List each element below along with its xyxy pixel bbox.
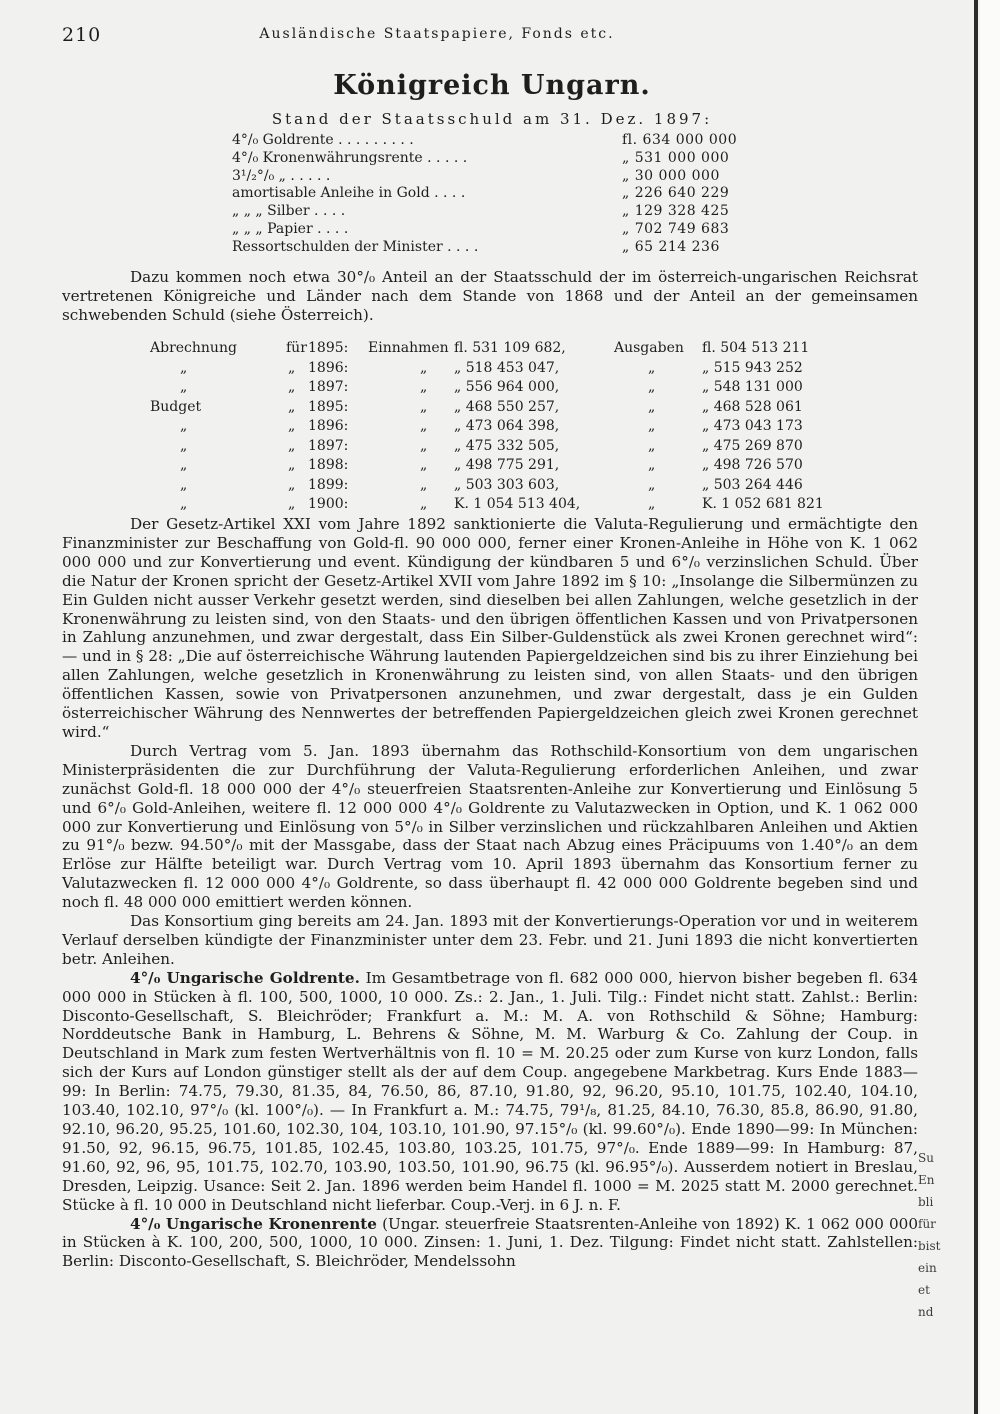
- section-subtitle: Stand der Staatsschuld am 31. Dez. 1897:: [271, 110, 713, 128]
- budget-income: „ 518 453 047,: [454, 359, 560, 376]
- budget-prefix: „: [288, 496, 296, 512]
- running-title: Ausländische Staatspapiere, Fonds etc.: [259, 26, 615, 42]
- paragraph-goldrente: [62, 969, 918, 1215]
- budget-expense-label: „: [648, 496, 656, 512]
- budget-year: 1895:: [308, 340, 349, 356]
- budget-expense-label: „: [648, 437, 656, 454]
- page-number: 210: [62, 24, 102, 46]
- budget-expense: „ 475 269 870: [702, 437, 803, 454]
- budget-expense-label: „: [648, 457, 656, 473]
- goldrente-text: Im Gesamtbetrage von fl. 682 000 000, hiervon bisher begeben fl. 634 000 000 in Stücken à fl. 100, 500, 1000, 10 000. Zs.: 2. Jan., 1. Juli. Tilg.: Findet nicht statt. Zahlst.: Berlin: Disconto-Gesellschaft, S. Bleichröder; Frankfurt a. M.: M. A. von Rothschild & Söhne; Hamburg: Norddeutsche Bank in Hamburg, L. Behrens & Söhne, M. M. Warburg & Co. Zahlung der Coup. in Deutschland in Mark zum festen Wertverhältnis von fl. 10 = M. 20.25 oder zum Kurse von kurz London, falls sich der Kurs auf London günstiger stellt als der auf dem Coup. angegebene Markbetrag. Kurs Ende 1883—99: In Berlin: 74.75, 79.30, 81.35, 84, 76.50, 86, 87.10, 91.80, 92, 96.20, 95.10, 101.75, 102.40, 104.10, 103.40, 102.10, 97°/₀ (kl. 100°/₀). — In Frankfurt a. M.: 74.75, 79¹/₈, 81.25, 84.10, 76.30, 85.8, 86.90, 91.80, 92.10, 96.20, 95.25, 101.60, 102.30, 104, 103.10, 101.90, 97.15°/₀ (kl. 99.60°/₀). Ende 1890—99: In München: 91.50, 92, 96.15, 96.75, 101.85, 102.45, 103.80, 103.25, 101.75, 97°/₀. Ende 1889—99: In Hamburg: 87, 91.60, 92, 96, 95, 101.75, 102.70, 103.90, 103.50, 101.90, 96.75 (kl. 96.95°/₀). Ausserdem notiert in Breslau, Dresden, Leipzig. Usance: Seit 2. Jan. 1896 werden beim Handel fl. 1000 = M. 2025 statt M. 2000 gerechnet. Stücke à fl. 10 000 in Deutschland nicht lieferbar. Coup.-Verj. in 6 J. n. F.: [62, 968, 918, 1214]
- budget-year: 1896:: [308, 359, 349, 376]
- page-margin-strip: [980, 0, 1000, 1414]
- budget-prefix: „: [288, 359, 296, 376]
- budget-income: fl. 531 109 682,: [454, 340, 566, 356]
- budget-expense-label: „: [648, 379, 656, 395]
- paragraph-gesetz-artikel: Der Gesetz-Artikel XXI vom Jahre 1892 sanktionierte die Valuta-Regulierung und ermächtigte den Finanzminister zur Beschaffung von Gold-fl. 90 000 000, ferner einer Kronen-Anleihe in Höhe von K. 1 062 000 000 und zur Konvertierung und event. Kündigung der kündbaren 5 und 6°/₀ verzinslichen Schuld. Über die Natur der Kronen spricht der Gesetz-Artikel XVII vom Jahre 1892 im § 10: „Insolange die Silbermünzen zu Ein Gulden nicht ausser Verkehr gesetzt werden, sind dieselben bei allen Zahlungen, welche gesetzlich in der Kronenwährung zu leisten sind, von den Staats- und den übrigen öffentlichen Kassen und von Privatpersonen in Zahlung anzunehmen, und zwar dergestalt, dass Ein Silber-Guldenstück als zwei Kronen gerechnet wird“: — und in § 28: „Die auf österreichische Währung lautenden Papiergeldzeichen sind bis zu ihrer Einziehung bei allen Zahlungen, welche gesetzlich in Kronenwährung zu leisten sind, von allen Staats- und den übrigen öffentlichen Kassen, sowie von Privatpersonen anzunehmen, und zwar dergestalt, dass je ein Gulden österreichischer Währung des Nennwertes der betreffenden Papiergeldzeichen gleich zwei Kronen gerechnet wird.“: [62, 515, 918, 741]
- budget-kind: „: [180, 379, 188, 395]
- debt-value: „ 531 000 000: [622, 149, 730, 166]
- debt-label: 4°/₀ Kronenwährungsrente . . . . .: [232, 149, 468, 166]
- budget-expense: „ 515 943 252: [702, 359, 803, 376]
- budget-income-label: „: [420, 457, 428, 473]
- budget-row: [62, 378, 922, 398]
- budget-row: [62, 437, 922, 457]
- debt-row: [232, 221, 772, 239]
- budget-row: [62, 495, 922, 515]
- budget-kind: „: [180, 359, 188, 376]
- budget-year: 1900:: [308, 496, 349, 512]
- budget-year: 1899:: [308, 476, 349, 493]
- debt-value: „ 30 000 000: [622, 167, 720, 184]
- debt-value: „ 226 640 229: [622, 185, 730, 202]
- margin-fragments: [918, 1150, 968, 1326]
- budget-income: „ 468 550 257,: [454, 398, 560, 415]
- intro-paragraph: [62, 268, 918, 325]
- budget-expense-label: Ausgaben: [614, 340, 684, 356]
- budget-expense: „ 468 528 061: [702, 398, 803, 415]
- budget-income: „ 498 775 291,: [454, 457, 560, 473]
- budget-kind: „: [180, 496, 188, 512]
- budget-expense-label: „: [648, 359, 656, 376]
- goldrente-heading: 4°/₀ Ungarische Goldrente.: [130, 968, 360, 987]
- budget-income: „ 556 964 000,: [454, 379, 560, 395]
- budget-row: [62, 339, 922, 359]
- budget-income-label: „: [420, 437, 428, 454]
- budget-prefix: „: [288, 379, 296, 395]
- budget-income: „ 503 303 603,: [454, 476, 560, 493]
- debt-label: amortisable Anleihe in Gold . . . .: [232, 185, 466, 202]
- budget-expense: „ 473 043 173: [702, 418, 803, 434]
- intro-text: Dazu kommen noch etwa 30°/₀ Anteil an der Staatsschuld der im österreich-ungarischen Reichsrat vertretenen Königreiche und Länder nach dem Stande von 1868 und der Anteil an der gemeinsamen schwebenden Schuld (siehe Österreich).: [62, 268, 918, 324]
- budget-income-label: „: [420, 359, 428, 376]
- budget-year: 1895:: [308, 398, 349, 415]
- debt-label: 4°/₀ Goldrente . . . . . . . . .: [232, 132, 414, 148]
- budget-row: [62, 359, 922, 379]
- budget-table: [62, 339, 922, 515]
- debt-row: [232, 239, 772, 257]
- margin-fragment: bist: [918, 1239, 941, 1253]
- budget-prefix: „: [288, 457, 296, 473]
- budget-expense: fl. 504 513 211: [702, 340, 810, 356]
- margin-fragment: En: [918, 1173, 935, 1187]
- budget-income: „ 475 332 505,: [454, 437, 560, 454]
- paragraph-kronenrente: [62, 1215, 918, 1272]
- margin-fragment: nd: [918, 1305, 934, 1319]
- budget-expense: K. 1 052 681 821: [702, 496, 824, 512]
- main-text: [62, 515, 918, 1271]
- kronenrente-heading: 4°/₀ Ungarische Kronenrente: [130, 1214, 377, 1233]
- debt-row: [232, 185, 772, 203]
- debt-row: [232, 132, 772, 150]
- budget-row: [62, 456, 922, 476]
- margin-fragment: für: [918, 1217, 936, 1231]
- budget-prefix: „: [288, 418, 296, 434]
- debt-row: [232, 203, 772, 221]
- margin-fragment: ein: [918, 1261, 937, 1275]
- paragraph-konsortium: Das Konsortium ging bereits am 24. Jan. 1893 mit der Konvertierungs-Operation vor und in weiterem Verlauf derselben kündigte der Finanzminister unter dem 23. Febr. und 21. Juni 1893 die nicht konvertierten betr. Anleihen.: [62, 912, 918, 968]
- budget-income-label: „: [420, 379, 428, 395]
- budget-kind: „: [180, 476, 188, 493]
- budget-prefix: für: [286, 340, 307, 356]
- budget-income: „ 473 064 398,: [454, 418, 560, 434]
- budget-income: K. 1 054 513 404,: [454, 496, 581, 512]
- budget-year: 1896:: [308, 418, 349, 434]
- debt-label: Ressortschulden der Minister . . . .: [232, 238, 479, 255]
- debt-value: „ 129 328 425: [622, 203, 730, 220]
- budget-kind: „: [180, 457, 188, 473]
- margin-fragment: bli: [918, 1195, 934, 1209]
- budget-prefix: „: [288, 437, 296, 454]
- debt-label: „ „ „ Papier . . . .: [232, 220, 349, 237]
- budget-year: 1897:: [308, 437, 349, 454]
- debt-row: [232, 168, 772, 186]
- section-title: Königreich Ungarn.: [333, 70, 651, 101]
- budget-income-label: Einnahmen: [368, 340, 449, 356]
- budget-kind: Abrechnung: [150, 340, 237, 356]
- budget-expense-label: „: [648, 418, 656, 434]
- budget-year: 1898:: [308, 457, 349, 473]
- budget-kind: „: [180, 437, 188, 454]
- budget-year: 1897:: [308, 379, 349, 395]
- kronenrente-text: (Ungar. steuerfreie Staatsrenten-Anleihe von 1892) K. 1 062 000 000 in Stücken à K. 100, 200, 500, 1000, 10 000. Zinsen: 1. Juni, 1. Dez. Tilgung: Findet nicht statt. Zahlstellen: Berlin: Disconto-Gesellschaft, S. Bleichröder, Mendelssohn: [62, 1214, 919, 1271]
- budget-expense-label: „: [648, 398, 656, 415]
- debt-value: fl. 634 000 000: [622, 132, 738, 148]
- running-header: [62, 24, 932, 48]
- debt-table: [232, 132, 772, 257]
- budget-kind: Budget: [150, 398, 202, 415]
- margin-fragment: et: [918, 1283, 930, 1297]
- budget-expense: „ 503 264 446: [702, 476, 803, 493]
- budget-row: [62, 476, 922, 496]
- budget-income-label: „: [420, 496, 428, 512]
- page-edge: [974, 0, 978, 1414]
- budget-expense: „ 548 131 000: [702, 379, 803, 395]
- budget-income-label: „: [420, 476, 428, 493]
- debt-row: [232, 150, 772, 168]
- budget-row: [62, 417, 922, 437]
- debt-label: „ „ „ Silber . . . .: [232, 203, 346, 220]
- budget-expense: „ 498 726 570: [702, 457, 803, 473]
- budget-row: [62, 398, 922, 418]
- paragraph-rothschild: Durch Vertrag vom 5. Jan. 1893 übernahm das Rothschild-Konsortium von dem ungarischen Ministerpräsidenten die zur Durchführung der Valuta-Regulierung erforderlichen Anleihen, und zwar zunächst Gold-fl. 18 000 000 der 4°/₀ steuerfreien Staatsrenten-Anleihe zur Konvertierung und Einlösung 5 und 6°/₀ Gold-Anleihen, weitere fl. 12 000 000 4°/₀ Goldrente zu Valutazwecken in Option, und K. 1 062 000 000 zur Konvertierung und Einlösung von 5°/₀ in Silber verzinslichen und rückzahlbaren Anleihen und Aktien zu 91°/₀ bezw. 94.50°/₀ mit der Massgabe, dass der Staat nach Abzug eines Präcipuums von 1.40°/₀ an dem Erlöse zur Hälfte beteiligt war. Durch Vertrag vom 10. April 1893 übernahm das Konsortium ferner zu Valutazwecken fl. 12 000 000 4°/₀ Goldrente, so dass überhaupt fl. 42 000 000 Goldrente begeben sind und noch fl. 48 000 000 emittiert werden können.: [62, 741, 918, 912]
- budget-expense-label: „: [648, 476, 656, 493]
- budget-income-label: „: [420, 398, 428, 415]
- budget-income-label: „: [420, 418, 428, 434]
- budget-kind: „: [180, 418, 188, 434]
- debt-value: „ 65 214 236: [622, 238, 720, 255]
- budget-prefix: „: [288, 476, 296, 493]
- margin-fragment: Su: [918, 1151, 934, 1165]
- budget-prefix: „: [288, 398, 296, 415]
- debt-label: 3¹/₂°/₀ „ . . . . .: [232, 167, 331, 184]
- debt-value: „ 702 749 683: [622, 220, 730, 237]
